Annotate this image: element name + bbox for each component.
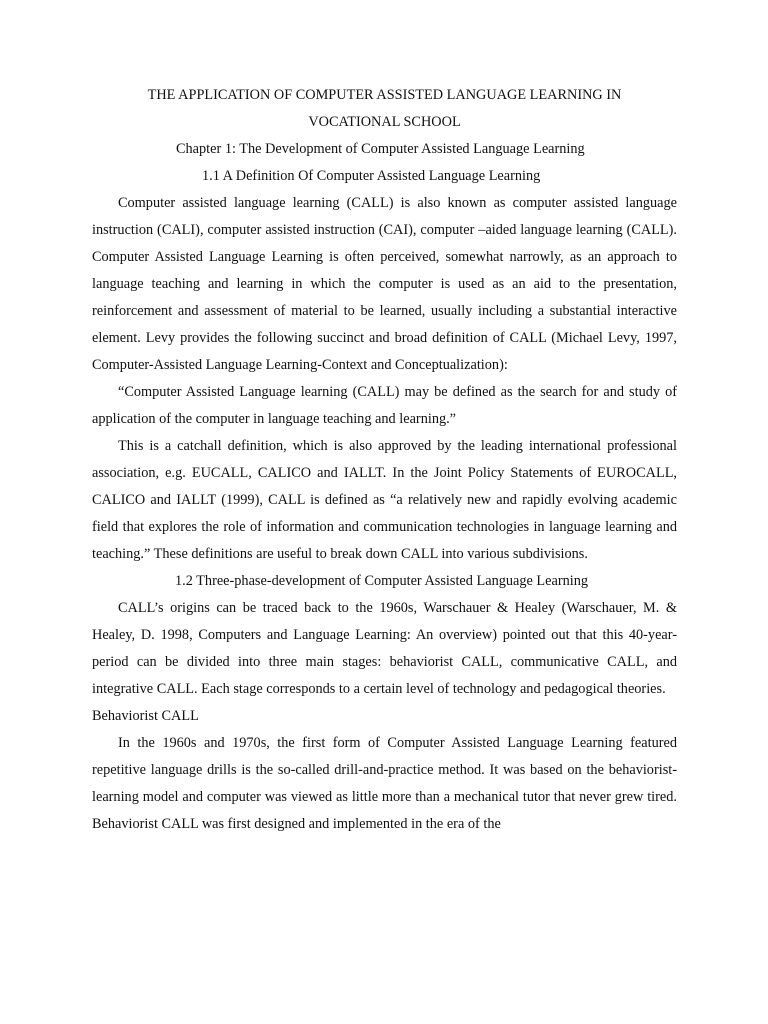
section-heading-1-2: 1.2 Three-phase-development of Computer Assisted Language Learning — [175, 573, 589, 589]
document-title: THE APPLICATION OF COMPUTER ASSISTED LANGUAGE LEARNING IN VOCATIONAL SCHOOL — [147, 87, 622, 130]
paragraph: This is a catchall definition, which is also approved by the leading international professional association, e.g. EUCALL, CALICO and IALLT. In the Joint Policy Statements of EUROCALL, CALICO and IALLT (1999), CALL is defined as “a relatively new and rapidly evolving academic field that explores the role of information and communication technologies in language learning and teaching.” These definitions are useful to break down CALL into various subdivisions. — [92, 438, 677, 562]
paragraph: In the 1960s and 1970s, the first form of Computer Assisted Language Learning featured repetitive language drills is the so-called drill-and-practice method. It was based on the behaviorist-learning model and computer was viewed as little more than a mechanical tutor that never grew tired. Behaviorist CALL was first designed and implemented in the era of the — [92, 735, 677, 832]
section-heading-1-1: 1.1 A Definition Of Computer Assisted Language Learning — [202, 168, 541, 184]
paragraph-quote: “Computer Assisted Language learning (CALL) may be defined as the search for and study of application of the computer in language teaching and learning.” — [92, 384, 677, 427]
chapter-heading: Chapter 1: The Development of Computer Assisted Language Learning — [176, 141, 585, 157]
paragraph: CALL’s origins can be traced back to the 1960s, Warschauer & Healey (Warschauer, M. & Healey, D. 1998, Computers and Language Learning: An overview) pointed out that this 40-year-period can be divided into three main stages: behaviorist CALL, communicative CALL, and integrative CALL. Each stage corresponds to a certain level of technology and pedagogical theories. — [92, 600, 677, 697]
document-page — [92, 82, 677, 838]
paragraph: Computer assisted language learning (CALL) is also known as computer assisted language instruction (CALI), computer assisted instruction (CAI), computer –aided language learning (CALL). Computer Assisted Language Learning is often perceived, somewhat narrowly, as an approach to language teaching and learning in which the computer is used as an aid to the presentation, reinforcement and assessment of material to be learned, usually including a substantial interactive element. Levy provides the following succinct and broad definition of CALL (Michael Levy, 1997, Computer-Assisted Language Learning-Context and Conceptualization): — [92, 195, 677, 373]
subheading-behaviorist-call: Behaviorist CALL — [92, 708, 199, 724]
